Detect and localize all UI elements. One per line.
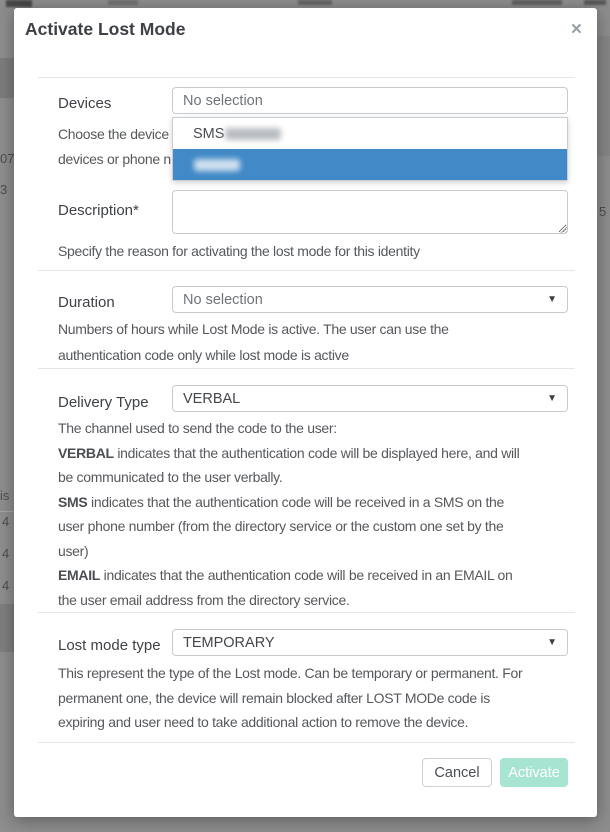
background-fragment: is (0, 488, 10, 503)
devices-help (58, 122, 171, 172)
help-line: Numbers of hours while Lost Mode is active. The user can use the (58, 321, 449, 337)
duration-select[interactable] (172, 286, 568, 313)
divider (38, 77, 575, 78)
background-fragment: 3 (0, 182, 8, 197)
help-line: expiring and user need to take additional action to remove the device. (58, 714, 469, 730)
help-line: permanent one, the device will remain blocked after LOST MODe code is (58, 689, 490, 706)
help-line: user phone number (from the directory service or the custom one set by the (58, 518, 504, 534)
divider (38, 742, 575, 743)
duration-select-value: No selection (183, 291, 263, 308)
backdrop-line-fragment (0, 511, 14, 512)
chevron-down-icon: ▼ (547, 294, 557, 305)
devices-dropdown-option-selected[interactable] (173, 149, 567, 180)
close-icon[interactable]: × (570, 19, 582, 40)
help-line: VERBAL indicates that the authentication code will be displayed here, and will (58, 444, 520, 461)
help-line: This represent the type of the Lost mode. Can be temporary or permanent. For (58, 665, 523, 681)
redacted-text (194, 159, 240, 171)
help-line: devices or phone n (58, 151, 171, 167)
backdrop-patch (0, 58, 14, 98)
delivery-type-help (58, 416, 519, 612)
activate-lost-mode-dialog (14, 8, 597, 817)
backdrop-text-blob (6, 0, 32, 7)
description-help (58, 239, 420, 264)
backdrop-text-blob (512, 0, 562, 5)
help-line: Choose the device (58, 126, 169, 142)
backdrop-text-blob (584, 0, 606, 5)
help-line: the user email address from the directory service. (58, 591, 350, 608)
divider (38, 612, 575, 613)
chevron-down-icon: ▼ (547, 637, 557, 648)
help-line: The channel used to send the code to the user: (58, 420, 337, 436)
devices-select[interactable] (172, 87, 568, 114)
lost-mode-type-select[interactable] (172, 629, 568, 656)
chevron-down-icon: ▼ (547, 393, 557, 404)
devices-label: Devices (58, 95, 112, 112)
delivery-type-label: Delivery Type (58, 394, 149, 411)
backdrop-text-blob (298, 0, 332, 5)
backdrop-text-blob (108, 0, 138, 5)
background-fragment: 4 (2, 546, 10, 561)
devices-select-value: No selection (183, 92, 263, 109)
help-line: be communicated to the user verbally. (58, 469, 283, 485)
backdrop-patch (0, 604, 14, 652)
help-line: EMAIL indicates that the authentication code will be received in an EMAIL on (58, 567, 513, 583)
devices-option-label: SMS (193, 125, 225, 142)
background-fragment: 07 (0, 151, 15, 166)
dialog-title: Activate Lost Mode (25, 19, 186, 39)
help-line: Specify the reason for activating the lost mode for this identity (58, 243, 420, 259)
delivery-type-select[interactable] (172, 385, 568, 412)
duration-label: Duration (58, 294, 115, 311)
lost-mode-type-select-value: TEMPORARY (183, 634, 275, 651)
help-line: authentication code only while lost mode is active (58, 347, 349, 363)
help-line: user) (58, 542, 89, 559)
lost-mode-type-label: Lost mode type (58, 637, 161, 654)
background-fragment: 4 (2, 514, 10, 529)
description-textarea[interactable] (172, 190, 568, 234)
description-label: Description* (58, 202, 139, 219)
background-fragment: 4 (2, 578, 10, 593)
cancel-button[interactable]: Cancel (422, 758, 492, 787)
activate-button[interactable]: Activate (500, 758, 568, 787)
delivery-type-select-value: VERBAL (183, 390, 241, 407)
devices-dropdown-option-sms[interactable] (173, 118, 567, 149)
backdrop-patch (596, 36, 610, 156)
help-line: SMS indicates that the authentication code will be received in a SMS on the (58, 493, 505, 510)
devices-dropdown-panel (172, 117, 568, 181)
redacted-text (225, 128, 281, 140)
background-fragment: 5 (599, 204, 607, 219)
duration-help (58, 316, 449, 368)
lost-mode-type-help (58, 661, 522, 735)
divider (38, 270, 575, 271)
divider (38, 368, 575, 369)
